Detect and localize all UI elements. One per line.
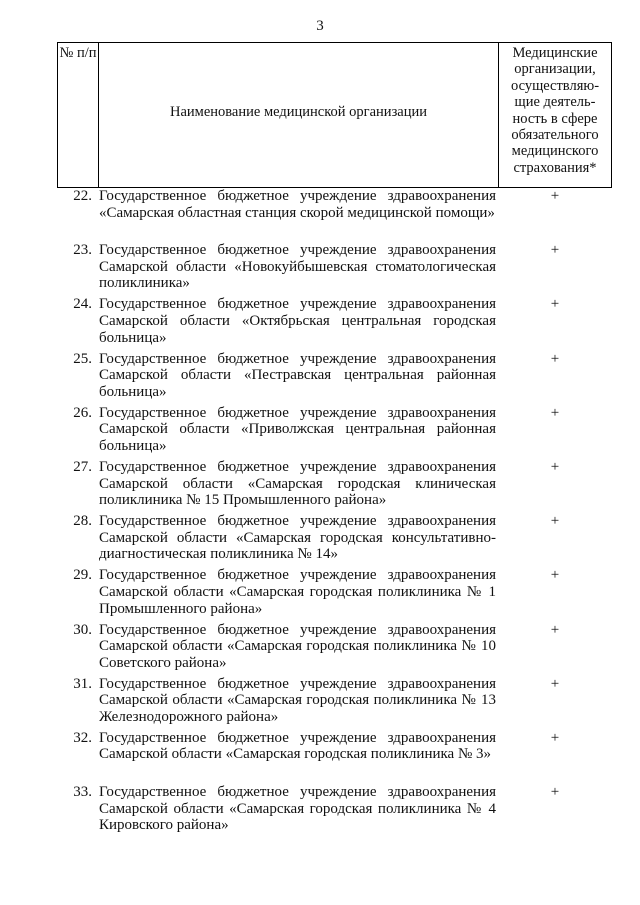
row-oms-mark: + bbox=[550, 675, 560, 692]
table-row bbox=[57, 351, 612, 405]
row-oms-mark: + bbox=[550, 188, 560, 204]
header-number: № п/п bbox=[57, 43, 98, 187]
row-number: 29. bbox=[73, 567, 92, 584]
table-row bbox=[57, 567, 612, 621]
row-number: 24. bbox=[73, 296, 92, 313]
row-organization-name: Государственное бюджетное учреждение здравоохранения Самарской области «Самарская городская поликлиника № 3» bbox=[99, 729, 496, 763]
page-number: 3 bbox=[316, 18, 324, 34]
row-oms-mark: + bbox=[550, 296, 560, 313]
row-oms-mark: + bbox=[550, 567, 560, 584]
row-number: 27. bbox=[73, 458, 92, 475]
table-row bbox=[57, 405, 612, 459]
table-row bbox=[57, 296, 612, 350]
row-oms-mark: + bbox=[550, 350, 560, 367]
table-row bbox=[57, 513, 612, 567]
table-body bbox=[57, 188, 612, 838]
row-number: 25. bbox=[73, 350, 92, 367]
row-organization-name: Государственное бюджетное учреждение здравоохранения Самарской области «Самарская городская поликлиника № 4 Кировского района» bbox=[99, 784, 496, 834]
row-number: 23. bbox=[73, 242, 92, 259]
row-organization-name: Государственное бюджетное учреждение здравоохранения Самарской области «Самарская городская консультативно-диагностическая поликлиника № 14» bbox=[99, 513, 496, 563]
header-oms-participation: Медицинские организации, осуществляю-щие деятель-ность в сфере обязательного медицинского страхования* bbox=[498, 43, 612, 187]
row-oms-mark: + bbox=[550, 242, 560, 259]
table-row bbox=[57, 459, 612, 513]
row-organization-name: Государственное бюджетное учреждение здравоохранения Самарской области «Самарская городская поликлиника № 10 Советского района» bbox=[99, 621, 496, 671]
row-number: 26. bbox=[73, 404, 92, 421]
row-number: 31. bbox=[73, 675, 92, 692]
row-organization-name: Государственное бюджетное учреждение здравоохранения Самарской области «Приволжская центральная районная больница» bbox=[99, 404, 496, 454]
row-organization-name: Государственное бюджетное учреждение здравоохранения Самарской области «Октябрьская центральная городская больница» bbox=[99, 296, 496, 346]
table-header bbox=[57, 42, 612, 188]
row-number: 22. bbox=[73, 188, 92, 204]
row-organization-name: Государственное бюджетное учреждение здравоохранения Самарской области «Самарская городская клиническая поликлиника № 15 Промышленного района» bbox=[99, 458, 496, 509]
row-oms-mark: + bbox=[550, 621, 560, 638]
header-organization-name: Наименование медицинской организации bbox=[98, 43, 498, 187]
table-row bbox=[57, 622, 612, 676]
row-oms-mark: + bbox=[550, 513, 560, 530]
row-number: 32. bbox=[73, 729, 92, 746]
table-row bbox=[57, 188, 612, 242]
row-organization-name: Государственное бюджетное учреждение здравоохранения Самарской области «Новокуйбышевская стоматологическая поликлиника» bbox=[99, 242, 496, 292]
table-row bbox=[57, 730, 612, 784]
row-organization-name: Государственное бюджетное учреждение здравоохранения Самарской области «Пестравская центральная районная больница» bbox=[99, 350, 496, 400]
row-organization-name: Государственное бюджетное учреждение здравоохранения «Самарская областная станция скорой медицинской помощи» bbox=[99, 188, 496, 221]
row-oms-mark: + bbox=[550, 404, 560, 421]
row-organization-name: Государственное бюджетное учреждение здравоохранения Самарской области «Самарская городская поликлиника № 13 Железнодорожного района» bbox=[99, 675, 496, 725]
table-row bbox=[57, 784, 612, 838]
row-oms-mark: + bbox=[550, 729, 560, 746]
row-oms-mark: + bbox=[550, 458, 560, 475]
row-oms-mark: + bbox=[550, 784, 560, 801]
row-number: 28. bbox=[73, 513, 92, 530]
row-organization-name: Государственное бюджетное учреждение здравоохранения Самарской области «Самарская городская поликлиника № 1 Промышленного района» bbox=[99, 567, 496, 617]
table-row bbox=[57, 676, 612, 730]
row-number: 33. bbox=[73, 784, 92, 801]
row-number: 30. bbox=[73, 621, 92, 638]
table-row bbox=[57, 242, 612, 296]
organizations-table bbox=[57, 42, 612, 838]
